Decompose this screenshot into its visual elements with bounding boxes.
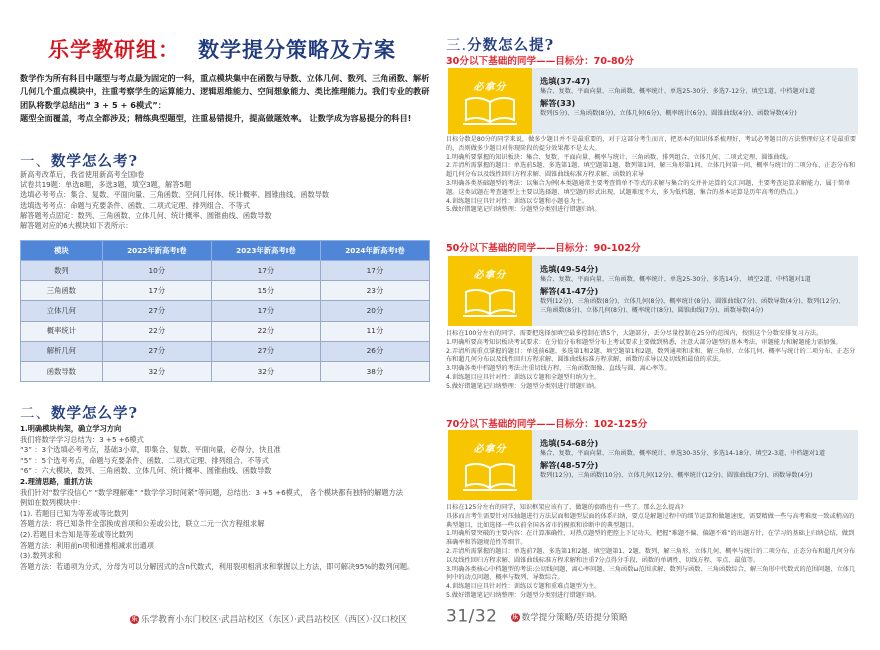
- choice-label: 选填(49-54分): [540, 264, 599, 274]
- score-cell: 27分: [102, 341, 211, 361]
- level-heading: 70分以下基础的同学——目标分：102-125分: [446, 419, 648, 430]
- card-info: [532, 68, 858, 134]
- note-line: 2.弄清所需重点掌握的题目：单选前6题、多选第1和2题、填空题第1和2题、数列通项和求和、解三角形、立体几何、概率与统计的二项分布、正态分布和超几何分布以及线性回归方程求解、圆锥曲线标准方程求解、函数的求导以及切线和最值的求法。: [446, 347, 856, 364]
- score-cell: 22分: [211, 321, 320, 341]
- level-heading: 30分以下基础的同学——目标分：70-80分: [446, 56, 634, 67]
- intro-line: 数学作为所有科目中题型与考点最为固定的一科，重点模块集中在函数与导数、立体几何、数列、三角函数、解析几何几个重点模块中，注重考察学生的运算能力、逻辑思维能力、空间想象能力、类比推理能力。我们专业的教研团队将数学总结出“ 3 + 5 + 6模式”：: [20, 73, 430, 110]
- score-cell: 27分: [102, 301, 211, 321]
- level-notes: [446, 136, 860, 215]
- must-score-badge: [448, 430, 532, 500]
- open-book-icon: [462, 96, 518, 126]
- score-cell: 32分: [211, 361, 320, 381]
- note-line: 3.明确各类核心中档题型的考法:公切线问题、离心率问题、三角函数ω范围求解、数列与函数、三角函数综合、解三角形中代数式的范围问题、立体几何中的动点问题、概率与数列、导数综合。: [446, 565, 856, 582]
- badge-label: 必拿分: [473, 444, 507, 455]
- body-line: 我们针对“数学没信心” “数学理解难” “数学学习时间紧”等问题，总结出：3 +5 +6模式， 各个模块都有独特的解题方法: [20, 487, 403, 497]
- body-line: (3).数列求和: [20, 551, 62, 561]
- answer-label: 解答(33): [540, 98, 576, 108]
- score-cell: 17分: [102, 281, 211, 301]
- brand-logo-icon: 乐: [131, 616, 138, 623]
- table-header-row: [21, 241, 430, 261]
- choice-detail: 集合、复数、平面向量、三角函数、概率统计、单选30-35分、多选14-18分、填空2-3道、中档题对1道: [540, 450, 826, 457]
- section-title: 分数怎么提?: [467, 37, 555, 54]
- badge-label: 必拿分: [473, 82, 507, 93]
- card-info: [532, 256, 858, 326]
- choice-label: 选填(54-68分): [540, 438, 599, 448]
- column-header: 2024年新高考I卷: [320, 241, 429, 261]
- section-number: 二、: [20, 406, 51, 422]
- note-line: 5.做好错题笔记归纳整理：分题型分类别进行错题归纳。: [446, 382, 601, 390]
- page-number: 31/32: [446, 606, 498, 627]
- level-notes: [446, 330, 860, 392]
- body-line: 解答题对应的6大模块如下表所示：: [20, 221, 133, 231]
- title-org: 乐学教研组：: [48, 37, 180, 62]
- footer-subtitle: [511, 613, 628, 623]
- score-cell: 20分: [320, 301, 429, 321]
- column-header: 2022年新高考I卷: [102, 241, 211, 261]
- must-score-badge: [448, 68, 532, 134]
- section2-heading: [20, 402, 138, 423]
- body-line: 解答题考点固定：数列、三角函数、立体几何、统计概率、圆锥曲线、函数导数: [20, 210, 272, 220]
- body-line: “3” ：3个选填必考考点，基础3小章，即集合、复数、平面向量，必得分，快且准: [20, 445, 281, 455]
- level-heading: 50分以下基础的同学——目标分：90-102分: [446, 243, 641, 254]
- note-line: 目标在100分左右的同学，需要把选择加填空最多控制在错5个，大题部分，丢分尽量控制在25分的范围内，按照这个分数安排复习方法。: [446, 330, 823, 337]
- level-card: [448, 430, 858, 500]
- score-cell: 27分: [211, 341, 320, 361]
- module-cell: 解析几何: [21, 341, 103, 361]
- body-line: (1). 若题目已知为等差或等比数列: [20, 508, 129, 518]
- score-cell: 38分: [320, 361, 429, 381]
- score-cell: 15分: [211, 281, 320, 301]
- body-line: 例如在数列模块中：: [20, 498, 85, 508]
- module-cell: 立体几何: [21, 301, 103, 321]
- body-line: 答题方法：利用前n项和递推相减求出通项: [20, 540, 154, 550]
- note-line: 目标在125分左右的同学，知识框架应该有了，做题的套路也有一些了。那么怎么提高?: [446, 504, 684, 511]
- open-book-icon: [462, 288, 518, 318]
- score-cell: 26分: [320, 341, 429, 361]
- body-line: 选填选考考点：命题与充要条件、函数、二项式定理、排列组合、不等式: [20, 200, 251, 210]
- choice-detail: 集合、复数、平面向量、三角函数、概率统计、单选25-30分、多选7-12分、填空1道、中档题对1道: [540, 88, 816, 95]
- section-number: 一、: [20, 154, 51, 170]
- note-line: 1.明确所要高考知识板块考试要求：在分值分布和题型分布上考试要求上要做到熟悉，注意大部分题型的基本考法，审题能力和解题能力需加强。: [446, 338, 842, 346]
- open-book-icon: [462, 462, 518, 492]
- subheading: 1.明确模块构架，确立学习方向: [20, 424, 122, 433]
- section1-body: [20, 170, 430, 231]
- note-line: 4.训练题目应具针对性：训练以专题和重难点题型为主。: [446, 583, 601, 591]
- note-line: 2.弄清所需掌握的题目：单选前7题、多选第1和2题、填空题第1、2题、数列、解三角形、立体几何、概率与统计的二项分布、正态分布和超几何分布以及线性回归方程求解、圆锥曲线标准方程求解和注重7分点得分手段、函数的单调性、切线方程、零点、最值等。: [446, 547, 856, 564]
- table-row: [21, 361, 430, 381]
- body-line: 试卷共19题：单选8题，多选3题，填空3题，解答5题: [20, 180, 192, 190]
- body-line: “5” ：5个选考考点，命题与充要条件、函数、二项式定理、排列组合、不等式: [20, 455, 269, 465]
- table-row: [21, 301, 430, 321]
- brand-logo-icon: 乐: [512, 613, 519, 621]
- module-cell: 函数导数: [21, 361, 103, 381]
- section3-heading: [446, 34, 554, 55]
- answer-detail: 数列(12分)、三角函数(10分)、立体几何(12分)、概率统计(12分)、圆锥曲线(7分)、函数导数(4分): [540, 472, 813, 479]
- body-line: 我们将数学学习总结为：3 +5 +6模式: [20, 434, 144, 444]
- level-notes: [446, 504, 860, 601]
- column-header: 2023年新高考I卷: [211, 241, 320, 261]
- score-cell: 10分: [102, 261, 211, 281]
- score-cell: 32分: [102, 361, 211, 381]
- body-line: 新高考改革后，我省使用新高考全国I卷: [20, 170, 145, 179]
- section-title: 数学怎么考?: [51, 153, 138, 170]
- footer-right: [446, 606, 628, 627]
- level-card: [448, 68, 858, 134]
- choice-detail: 集合、复数、平面向量、三角函数、概率统计、单选25-30分、多选14分、 填空2道、中档题对1道: [540, 276, 811, 283]
- note-line: 目标分数是80分的同学来说，做多少题目并不是最重要的，对于这部分考生而言，把基本的知识体系梳理好，考试必考题目的方法整理好这才是最重要的，否则做多少题目对你现阶段的提分效果都不是太大。: [446, 136, 857, 152]
- body-line: 答题方法：将已知条件全部换成首项和公差或公比，联立二元一次方程组求解: [20, 519, 265, 529]
- column-header: 模块: [21, 241, 103, 261]
- intro-paragraph: [20, 72, 430, 125]
- table-row: [21, 261, 430, 281]
- footer-campuses: [130, 613, 407, 625]
- subheading: 2.理清思路，重抓方法: [20, 476, 93, 486]
- module-cell: 数列: [21, 261, 103, 281]
- must-score-badge: [448, 256, 532, 326]
- body-line: 选填必考考点：集合、复数、平面向量、三角函数、空间几何体、统计概率、圆锥曲线、函数导数: [20, 190, 330, 200]
- note-line: 5.做好错题笔记归纳整理：分题型分类别进行错题归纳。: [446, 206, 601, 214]
- score-cell: 23分: [320, 281, 429, 301]
- note-line: 具体而言考生需要针对压轴题进行方法层面和题型层面的体系归纳，要点是解题过程中的细节运算和做题速度，需要精做一些与高考难度一致或稍高的典型题目，比如选择一些以前全国各省市的模拟和诊断中的典型题目。: [446, 512, 855, 529]
- level-card: [448, 256, 858, 326]
- title-topic: 数学提分策略及方案: [198, 37, 396, 62]
- section-number: 三.: [446, 38, 468, 54]
- body-line: 答题方法：若通项为分式，分母为可以分解因式的含n代数式，利用裂项相消求和掌握以上方法，即可解决95%的数列问题。: [20, 561, 415, 571]
- badge-label: 必拿分: [473, 270, 507, 281]
- note-line: 4.训练题目应具针对性：训练以专题和小题卷为主。: [446, 197, 589, 205]
- score-cell: 22分: [102, 321, 211, 341]
- section2-body: [20, 424, 430, 572]
- note-line: 1.明确所要掌握的知识板块：集合、复数、平面向量、概率与统计、三角函数、排列组合、立体几何、二项式定理、圆锥曲线。: [446, 153, 793, 161]
- footer-text: 数学提分策略/英语提分策略: [521, 612, 628, 623]
- module-cell: 三角函数: [21, 281, 103, 301]
- note-line: 3.明确各类基础题型的考法：以集合为例(本类题通常主要考查简单不等式的求解与集合的交并补运算的交汇问题，主要考查运算求解能力，属于简单题。这类试题在考查题型上主要以选择题、填空题的形式出现，试题难度不大，多为低档题，集合的基本运算是历年高考的热点。): [446, 179, 851, 196]
- card-info: [532, 430, 858, 500]
- table-row: [21, 281, 430, 301]
- answer-label: 解答(41-47分): [540, 286, 599, 296]
- note-line: 2.弄清所需掌握的题目：单选前5题、多选第1题、填空题第1题、数列第1问、解三角形第1问、立体几何第一问、概率与统计的二项分布、正态分布和超几何分布以及线性回归方程求解、圆锥曲线标准方程求解、函数的求导: [446, 162, 856, 179]
- choice-label: 选填(37-47): [540, 76, 591, 86]
- note-line: 1.明确所要突破的主要内容：在计算准确性、对热点题型的把控上下足功夫，把握“难题不偏、偏题不难”的出题方针，在学习的基础上归纳总结，做到准确率和答题规范性等细节。: [446, 530, 855, 547]
- answer-detail: 数列(12分)、三角函数(8分)、立体几何(8分)、概率统计(8分)、圆锥曲线(7分)、函数导数(4分)、数列(12分)、三角函数(8分)、立体几何(8分)、概率统计(8分)、圆锥曲线(7分)、函数导数(4分): [540, 298, 845, 314]
- body-line: (2).若题目未告知是等差或等比数列: [20, 529, 134, 539]
- body-line: “6” ：六大模块，数列、三角函数、立体几何、统计概率、圆锥曲线、函数导数: [20, 466, 272, 476]
- footer-text: 乐学教育小东门校区·武昌站校区（东区）·武昌站校区（西区）·汉口校区: [141, 615, 408, 625]
- right-page: [440, 0, 880, 650]
- score-cell: 17分: [211, 301, 320, 321]
- score-cell: 17分: [320, 261, 429, 281]
- module-cell: 概率统计: [21, 321, 103, 341]
- note-line: 5.做好错题笔记归纳整理：分题型分类别进行错题归纳。: [446, 591, 601, 599]
- score-cell: 17分: [211, 261, 320, 281]
- section1-heading: [20, 150, 138, 171]
- table-row: [21, 341, 430, 361]
- note-line: 4.训练题目应具针对性：训练以专题和全题型归纳为主。: [446, 373, 601, 381]
- table-row: [21, 321, 430, 341]
- answer-detail: 数列(5分)、三角函数(8分)、立体几何(6分)、概率统计(6分)、圆锥曲线(4分)、函数导数(4分): [540, 110, 797, 117]
- main-title: [48, 34, 396, 64]
- answer-label: 解答(48-57分): [540, 460, 599, 470]
- note-line: 3.明确各类中档题型的考法:注重切线方程、三角函数图像、直线与圆、离心率等。: [446, 365, 671, 373]
- score-table: [20, 240, 430, 382]
- section-title: 数学怎么学?: [51, 405, 138, 422]
- intro-line: 题型全面覆盖，考点全都涉及；精练典型题型，注重易错提升，提高做题效率。 让数学成为容易提分的科目!: [20, 112, 412, 123]
- score-cell: 11分: [320, 321, 429, 341]
